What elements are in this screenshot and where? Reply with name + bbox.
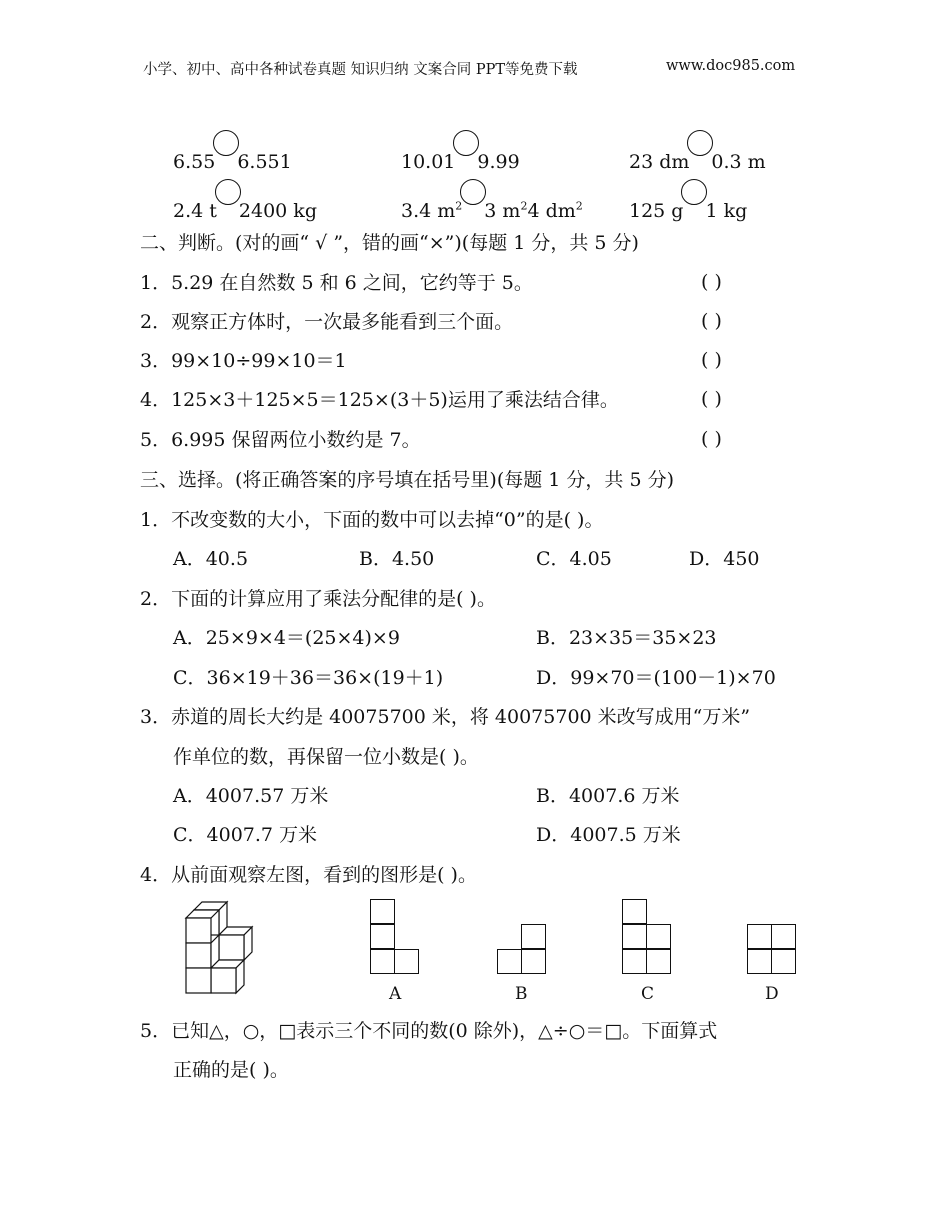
judge-item: 2．观察正方体时，一次最多能看到三个面。 bbox=[140, 311, 514, 333]
compare-right: 2400 kg bbox=[238, 200, 317, 222]
compare-right: 6.551 bbox=[237, 151, 292, 173]
section2-title: 二、判断。(对的画“ √ ”，错的画“×”)(每题 1 分，共 5 分) bbox=[140, 232, 639, 254]
cube-stack-figure bbox=[180, 900, 260, 996]
compare-left: 3.4 m bbox=[401, 200, 456, 222]
compare-item bbox=[173, 191, 317, 223]
question-stem: 3．赤道的周长大约是 40075700 米，将 40075700 米改写成用“万米” bbox=[140, 706, 751, 728]
superscript: 2 bbox=[575, 199, 583, 213]
compare-left: 125 g bbox=[629, 200, 684, 222]
question-stem-cont: 作单位的数，再保留一位小数是( )。 bbox=[173, 746, 479, 768]
answer-circle[interactable] bbox=[213, 130, 239, 156]
answer-paren[interactable]: ( ) bbox=[701, 271, 722, 293]
figure-label-a: A bbox=[389, 984, 402, 1004]
compare-item bbox=[629, 191, 747, 223]
superscript: 2 bbox=[455, 199, 463, 213]
answer-paren[interactable]: ( ) bbox=[701, 388, 722, 410]
compare-right-rest: 4 dm bbox=[527, 200, 576, 222]
section3-title: 三、选择。(将正确答案的序号填在括号里)(每题 1 分，共 5 分) bbox=[140, 469, 674, 491]
compare-left: 23 dm bbox=[629, 151, 690, 173]
answer-paren[interactable]: ( ) bbox=[701, 310, 722, 332]
answer-circle[interactable] bbox=[453, 130, 479, 156]
option-d[interactable]: D．4007.5 万米 bbox=[536, 824, 681, 846]
judge-item: 5．6.995 保留两位小数约是 7。 bbox=[140, 429, 421, 451]
option-d[interactable]: D．450 bbox=[689, 548, 760, 570]
question-stem-cont: 正确的是( )。 bbox=[173, 1059, 289, 1081]
figure-option-c[interactable] bbox=[622, 899, 672, 974]
option-a[interactable]: A．25×9×4＝(25×4)×9 bbox=[173, 627, 400, 649]
option-b[interactable]: B．23×35＝35×23 bbox=[536, 627, 717, 649]
answer-circle[interactable] bbox=[460, 179, 486, 205]
header-left: 小学、初中、高中各种试卷真题 知识归纳 文案合同 PPT等免费下载 bbox=[143, 62, 578, 78]
judge-item: 4．125×3＋125×5＝125×(3＋5)运用了乘法结合律。 bbox=[140, 389, 619, 411]
compare-left: 10.01 bbox=[401, 151, 456, 173]
compare-right: 1 kg bbox=[705, 200, 748, 222]
option-b[interactable]: B．4.50 bbox=[359, 548, 435, 570]
answer-paren[interactable]: ( ) bbox=[701, 349, 722, 371]
option-a[interactable]: A．40.5 bbox=[173, 548, 249, 570]
answer-circle[interactable] bbox=[681, 179, 707, 205]
question-stem: 4．从前面观察左图，看到的图形是( )。 bbox=[140, 864, 477, 886]
compare-item bbox=[173, 142, 292, 174]
figure-option-a[interactable] bbox=[370, 899, 420, 974]
figure-label-c: C bbox=[641, 984, 655, 1004]
option-b[interactable]: B．4007.6 万米 bbox=[536, 785, 680, 807]
compare-item bbox=[401, 142, 520, 174]
compare-left: 6.55 bbox=[173, 151, 216, 173]
question-stem: 1．不改变数的大小，下面的数中可以去掉“0”的是( )。 bbox=[140, 509, 604, 531]
option-d[interactable]: D．99×70＝(100－1)×70 bbox=[536, 667, 776, 689]
compare-item bbox=[401, 191, 583, 223]
compare-item bbox=[629, 142, 766, 174]
option-c[interactable]: C．4.05 bbox=[536, 548, 612, 570]
header-right: www.doc985.com bbox=[666, 58, 796, 74]
question-stem: 5．已知△，○，□表示三个不同的数(0 除外)，△÷○＝□。下面算式 bbox=[140, 1020, 718, 1042]
compare-right: 9.99 bbox=[477, 151, 520, 173]
question-stem: 2．下面的计算应用了乘法分配律的是( )。 bbox=[140, 588, 496, 610]
compare-right: 3 m bbox=[484, 200, 521, 222]
figure-label-b: B bbox=[515, 984, 528, 1004]
option-a[interactable]: A．4007.57 万米 bbox=[173, 785, 329, 807]
figure-option-d[interactable] bbox=[747, 924, 797, 974]
answer-circle[interactable] bbox=[215, 179, 241, 205]
option-c[interactable]: C．36×19＋36＝36×(19＋1) bbox=[173, 667, 444, 689]
answer-circle[interactable] bbox=[687, 130, 713, 156]
option-c[interactable]: C．4007.7 万米 bbox=[173, 824, 318, 846]
judge-item: 1．5.29 在自然数 5 和 6 之间，它约等于 5。 bbox=[140, 272, 533, 294]
figure-label-d: D bbox=[765, 984, 779, 1004]
figure-option-b[interactable] bbox=[497, 924, 547, 974]
superscript: 2 bbox=[520, 199, 528, 213]
judge-item: 3．99×10÷99×10＝1 bbox=[140, 350, 347, 372]
answer-paren[interactable]: ( ) bbox=[701, 428, 722, 450]
compare-left: 2.4 t bbox=[173, 200, 217, 222]
compare-right: 0.3 m bbox=[711, 151, 766, 173]
